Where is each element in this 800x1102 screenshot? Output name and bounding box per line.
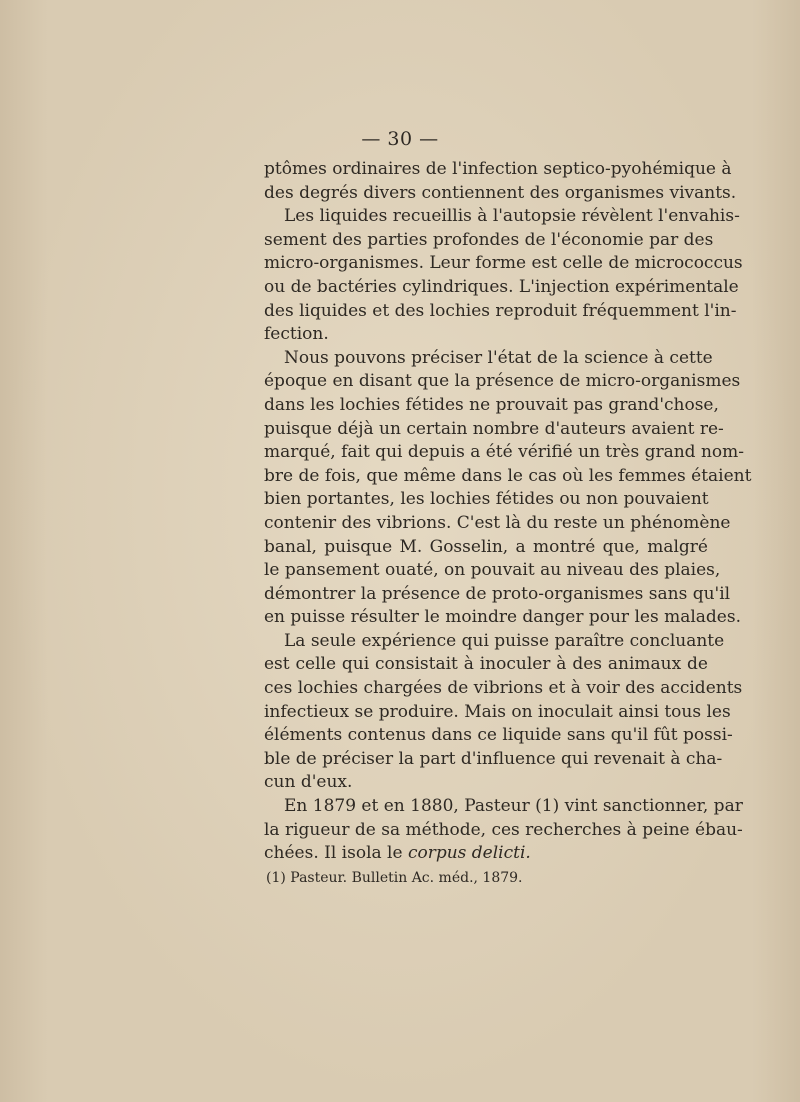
text-line: Les liquides recueillis à l'autopsie révèlent l'envahis- [284,206,740,227]
text-line: ou de bactéries cylindriques. L'injection expérimentale [264,276,739,297]
text-line: ptômes ordinaires de l'infection septico-pyohémique à [264,159,732,179]
text-line: marqué, fait qui depuis a été vérifié un très grand nom- [264,442,744,463]
body-text [264,158,752,866]
text-line: ces lochies chargées de vibrions et à voir des accidents [264,678,743,699]
paragraph-3 [264,347,752,630]
text-line: banal, puisque M. Gosselin, a montré que, malgré [264,536,708,557]
text-line: En 1879 et en 1880, Pasteur (1) vint sanctionner, par [284,796,743,817]
text-line: dans les lochies fétides ne prouvait pas grand'chose, [264,394,719,415]
text-line: sement des parties profondes de l'économie par des [264,229,714,250]
text-line: bre de fois, que même dans le cas où les femmes étaient [264,465,752,486]
text-line: ble de préciser la part d'influence qui revenait à cha- [264,748,723,769]
text-line: Nous pouvons préciser l'état de la science à cette [284,347,713,368]
text-line: le pansement ouaté, on pouvait au niveau des plaies, [264,560,721,581]
text-segment: chées. Il isola le [264,843,408,864]
text-line: la rigueur de sa méthode, ces recherches à peine ébau- [264,819,743,840]
text-line: fection. [264,324,329,345]
text-line: démontrer la présence de proto-organismes sans qu'il [264,583,731,604]
text-line: bien portantes, les lochies fétides ou non pouvaient [264,489,709,510]
paragraph-1 [264,158,737,205]
paragraph-2 [264,205,743,347]
paragraph-5 [264,795,743,866]
footnote: (1) Pasteur. Bulletin Ac. méd., 1879. [266,870,523,886]
italic-phrase: corpus delicti. [407,843,531,864]
text-line: puisque déjà un certain nombre d'auteurs avaient re- [264,418,724,439]
text-line: infectieux se produire. Mais on inoculait ainsi tous les [264,701,731,722]
text-line: cun d'eux. [264,772,353,793]
text-line: La seule expérience qui puisse paraître concluante [284,630,725,651]
text-line: éléments contenus dans ce liquide sans qu'il fût possi- [264,725,733,746]
text-line: époque en disant que la présence de micro-organismes [264,371,741,392]
paragraph-4 [264,630,743,795]
text-line [264,842,708,866]
text-line: des liquides et des lochies reproduit fréquemment l'in- [264,300,737,321]
page-number: — 30 — [361,128,439,150]
text-line: contenir des vibrions. C'est là du reste un phénomène [264,512,731,533]
text-line: en puisse résulter le moindre danger pour les malades. [264,607,741,628]
text-line: micro-organismes. Leur forme est celle de micrococcus [264,253,743,274]
text-line: est celle qui consistait à inoculer à des animaux de [264,654,708,675]
text-line: des degrés divers contiennent des organismes vivants. [264,182,737,203]
